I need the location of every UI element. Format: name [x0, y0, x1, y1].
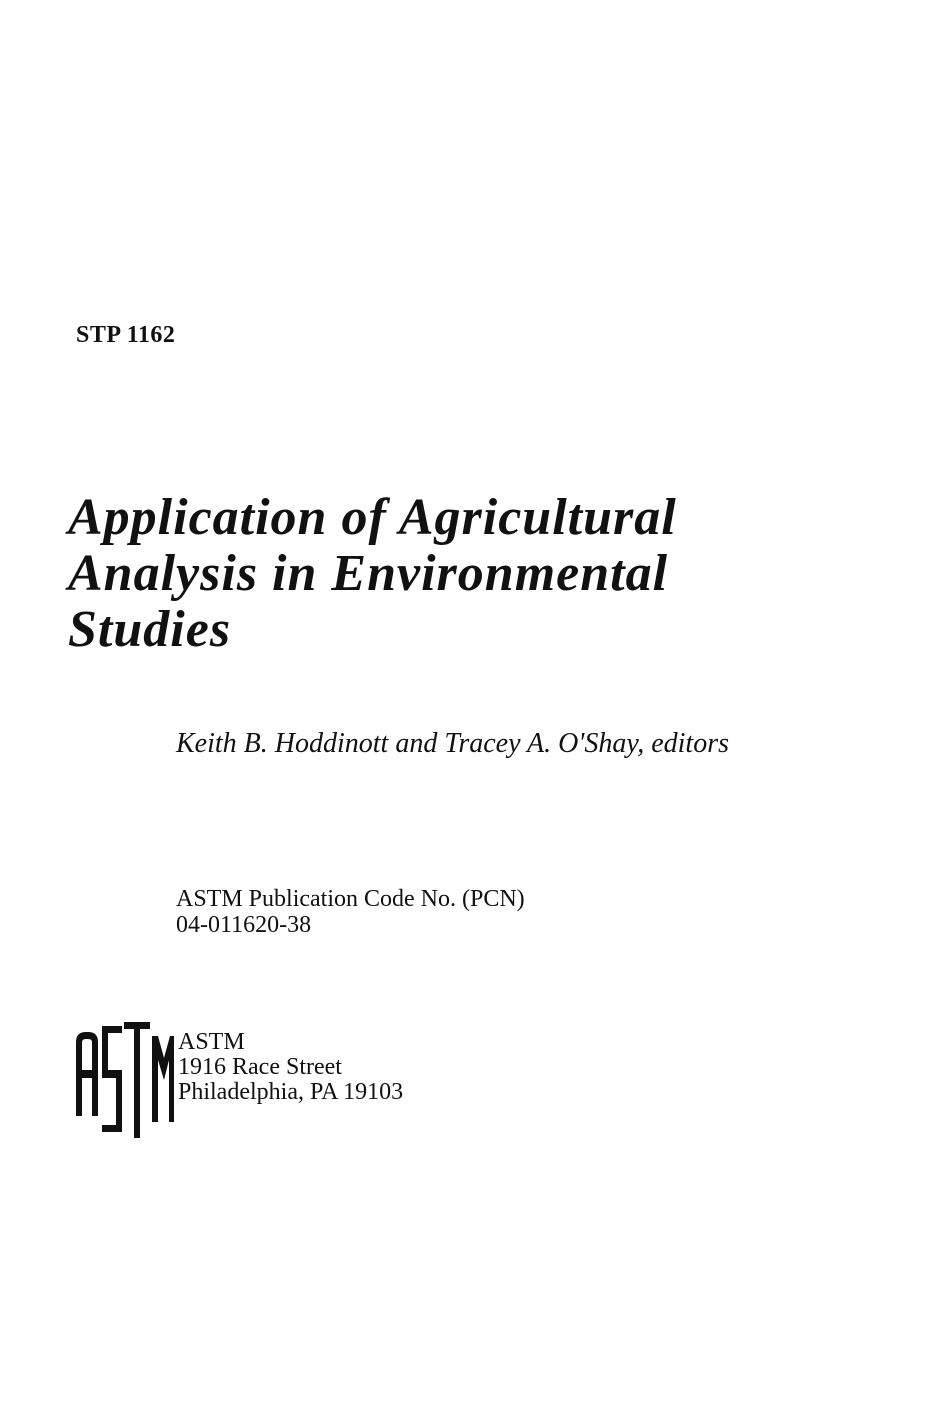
publisher-name: ASTM	[178, 1029, 245, 1055]
publication-code-label: ASTM Publication Code No. (PCN)	[176, 886, 525, 912]
astm-logo-icon	[72, 1018, 176, 1142]
publication-code-value: 04-011620-38	[176, 912, 312, 938]
publisher-address	[178, 1030, 403, 1105]
series-number: STP 1162	[76, 322, 176, 348]
title-line-1: Application of Agricultural	[68, 489, 677, 546]
publisher-street: 1916 Race Street	[178, 1054, 342, 1080]
title-line-2: Analysis in Environmental	[68, 545, 669, 602]
publisher-city: Philadelphia, PA 19103	[178, 1079, 404, 1105]
publication-code-block	[176, 886, 525, 938]
title-line-3: Studies	[68, 601, 232, 658]
book-title	[68, 490, 888, 658]
editors-line: Keith B. Hoddinott and Tracey A. O'Shay, editors	[176, 728, 729, 759]
